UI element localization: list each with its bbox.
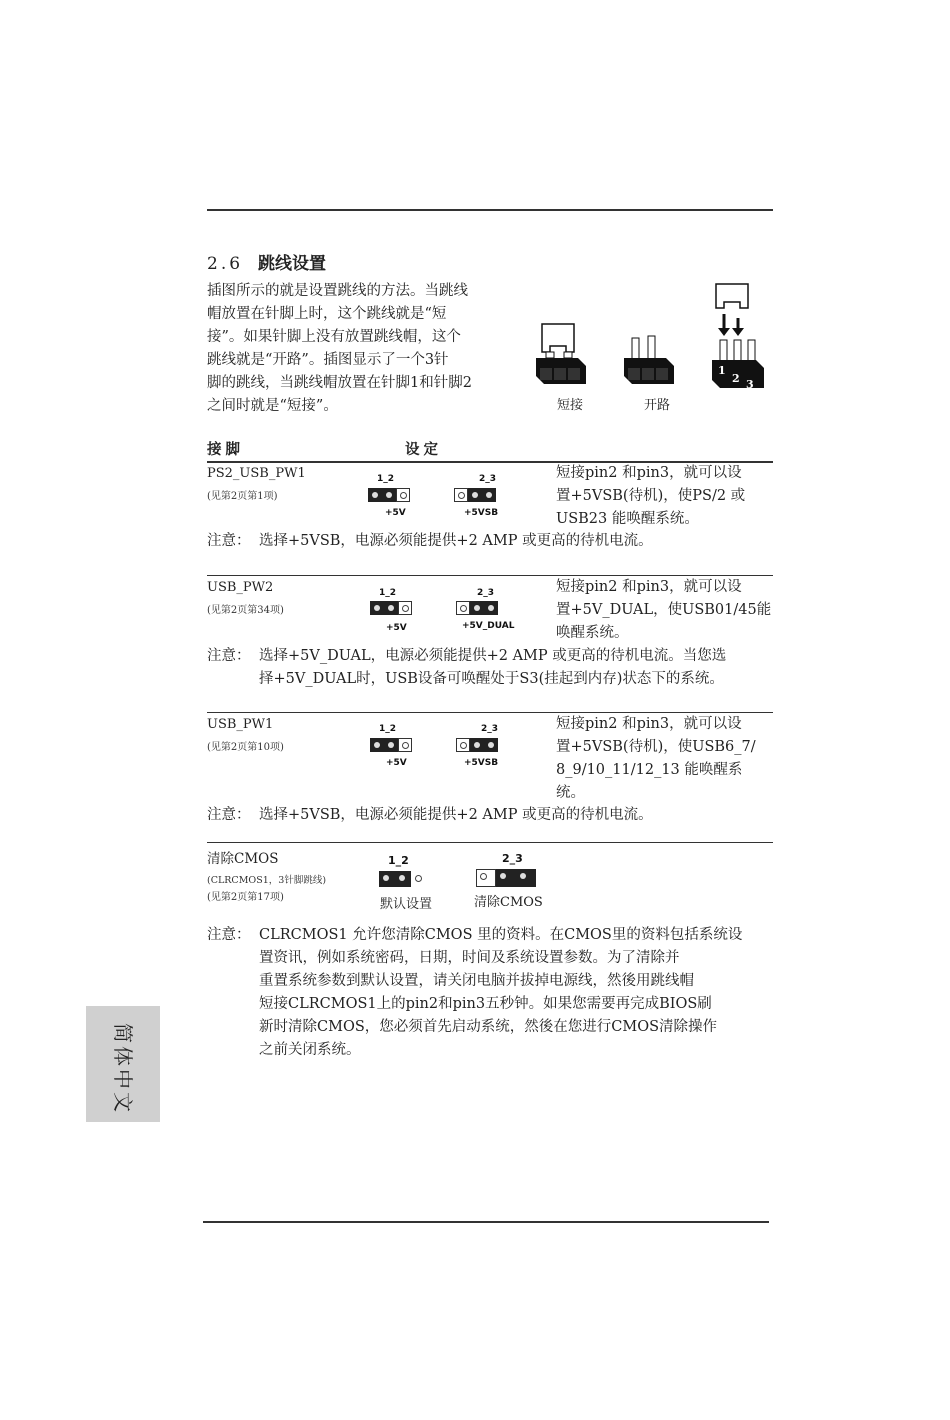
intro-line: 插图所示的就是设置跳线的方法。当跳线 [207, 283, 468, 299]
pin [516, 869, 536, 887]
jumper-illustration [530, 280, 780, 400]
cmos-caption-right: 清除CMOS [474, 895, 543, 910]
pin-header-left [370, 738, 412, 752]
pin [384, 601, 398, 615]
pin [470, 601, 484, 615]
pin [470, 738, 484, 752]
side-tab-char: 体 [111, 1046, 135, 1066]
intro-paragraph [207, 280, 472, 418]
jumper-description [556, 462, 745, 531]
pin-header-right [454, 488, 496, 502]
pin [411, 871, 427, 887]
table-header-setting: 设定 [405, 441, 442, 458]
pin [370, 738, 384, 752]
section-number: 2.6 [207, 254, 244, 274]
pin [482, 488, 496, 502]
header-rule [207, 209, 773, 211]
desc-line: 置+5V_DUAL，使USB01/45能 [556, 602, 772, 618]
side-tab-char: 文 [111, 1092, 135, 1112]
intro-line: 帽放置在针脚上时，这个跳线就是“短 [207, 306, 447, 322]
note-line: 新时清除CMOS，您必须首先启动系统，然後在您进行CMOS清除操作 [259, 1019, 718, 1035]
pin-header-left [379, 871, 427, 887]
language-side-tab [86, 1006, 160, 1122]
pin [379, 871, 395, 887]
pin [370, 601, 384, 615]
row-divider [207, 842, 773, 843]
note-line: 选择+5VSB，电源必须能提供+2 AMP 或更高的待机电流。 [259, 533, 653, 549]
pin [382, 488, 396, 502]
voltage-right: +5V_DUAL [462, 621, 515, 631]
pin [484, 601, 498, 615]
pin-header-right [456, 738, 498, 752]
footer-rule [203, 1221, 769, 1223]
pin [484, 738, 498, 752]
cmos-name: 清除CMOS [207, 851, 279, 867]
desc-line: 短接pin2 和pin3，就可以设 [556, 465, 742, 481]
pin [456, 738, 470, 752]
intro-line: 之间时就是“短接”。 [207, 398, 338, 414]
pin [496, 869, 516, 887]
section-title: 跳线设置 [258, 254, 326, 274]
cmos-sub: (CLRCMOS1，3针脚跳线) [207, 875, 327, 886]
side-tab-char: 中 [111, 1069, 135, 1089]
jumper-ref: (见第2页第34项) [207, 605, 284, 616]
cmos-ref: (见第2页第17项) [207, 892, 284, 903]
pin [384, 738, 398, 752]
voltage-right: +5VSB [464, 508, 499, 518]
pin [396, 488, 410, 502]
jumper-ref: (见第2页第10项) [207, 742, 284, 753]
pin [398, 601, 412, 615]
note-line: 之前关闭系统。 [259, 1042, 361, 1058]
cmos-caption-left: 默认设置 [380, 897, 433, 912]
side-tab-char: 简 [111, 1023, 135, 1043]
voltage-left: +5V [385, 508, 406, 518]
voltage-right: +5VSB [464, 758, 499, 768]
note-line: 择+5V_DUAL时，USB设备可唤醒处于S3(挂起到内存)状态下的系统。 [259, 671, 724, 687]
setting-label-left: 1_2 [377, 474, 395, 484]
desc-line: 置+5VSB(待机)，使PS/2 或 [556, 488, 746, 504]
desc-line: 置+5VSB(待机)，使USB6_7/ [556, 739, 756, 755]
pin [454, 488, 468, 502]
desc-line: 短接pin2 和pin3，就可以设 [556, 579, 742, 595]
setting-label-left: 1_2 [379, 588, 397, 598]
intro-line: 脚的跳线，当跳线帽放置在针脚1和针脚2 [207, 375, 472, 391]
intro-line: 接”。如果针脚上没有放置跳线帽，这个 [207, 329, 461, 345]
desc-line: 唤醒系统。 [556, 625, 629, 641]
note-line: CLRCMOS1 允许您清除CMOS 里的资料。在CMOS里的资料包括系统设 [259, 927, 743, 943]
note-prefix: 注意： [207, 927, 251, 943]
intro-line: 跳线就是“开路”。插图显示了一个3针 [207, 352, 449, 368]
desc-line: USB23 能唤醒系统。 [556, 511, 699, 527]
note-prefix: 注意： [207, 533, 251, 549]
voltage-left: +5V [386, 623, 407, 633]
voltage-left: +5V [386, 758, 407, 768]
table-header-pin: 接脚 [207, 441, 244, 458]
note-prefix: 注意： [207, 807, 251, 823]
pin [468, 488, 482, 502]
setting-label-right: 2_3 [502, 852, 523, 865]
desc-line: 短接pin2 和pin3，就可以设 [556, 716, 742, 732]
pin-header-right [456, 601, 498, 615]
jumper-name: USB_PW2 [207, 580, 274, 595]
open-label: 开路 [644, 398, 671, 413]
short-jumper-image [536, 324, 586, 384]
jumper-name: PS2_USB_PW1 [207, 466, 306, 481]
setting-label-right: 2_3 [481, 724, 499, 734]
note-line: 置资讯，例如系统密码，日期，时间及系统设置参数。为了清除并 [259, 950, 680, 966]
pin-number-2: 2 [732, 372, 740, 385]
note-line: 重置系统参数到默认设置，请关闭电脑并拔掉电源线，然後用跳线帽 [259, 973, 694, 989]
setting-label-right: 2_3 [479, 474, 497, 484]
note-line: 选择+5VSB，电源必须能提供+2 AMP 或更高的待机电流。 [259, 807, 653, 823]
pin [395, 871, 411, 887]
pin [456, 601, 470, 615]
pin [476, 869, 496, 887]
note-line: 选择+5V_DUAL，电源必须能提供+2 AMP 或更高的待机电流。当您选 [259, 648, 727, 664]
setting-label-left: 1_2 [388, 854, 409, 867]
cmos-note [259, 924, 742, 1062]
pin [398, 738, 412, 752]
pin-number-3: 3 [746, 378, 754, 391]
setting-label-right: 2_3 [477, 588, 495, 598]
desc-line: 8_9/10_11/12_13 能唤醒系 [556, 762, 743, 778]
desc-line: 统。 [556, 785, 585, 801]
jumper-description [556, 576, 771, 645]
pin [368, 488, 382, 502]
open-jumper-image [624, 336, 674, 384]
note-line: 短接CLRCMOS1上的pin2和pin3五秒钟。如果您需要再完成BIOS刷 [259, 996, 712, 1012]
short-label: 短接 [557, 398, 584, 413]
pin-header-left [368, 488, 410, 502]
pin-number-1: 1 [718, 364, 726, 377]
pin-header-right [476, 869, 536, 887]
jumper-description [556, 713, 756, 805]
jumper-ref: (见第2页第1项) [207, 491, 278, 502]
note-prefix: 注意： [207, 648, 251, 664]
pin-header-left [370, 601, 412, 615]
setting-label-left: 1_2 [379, 724, 397, 734]
jumper-name: USB_PW1 [207, 717, 274, 732]
